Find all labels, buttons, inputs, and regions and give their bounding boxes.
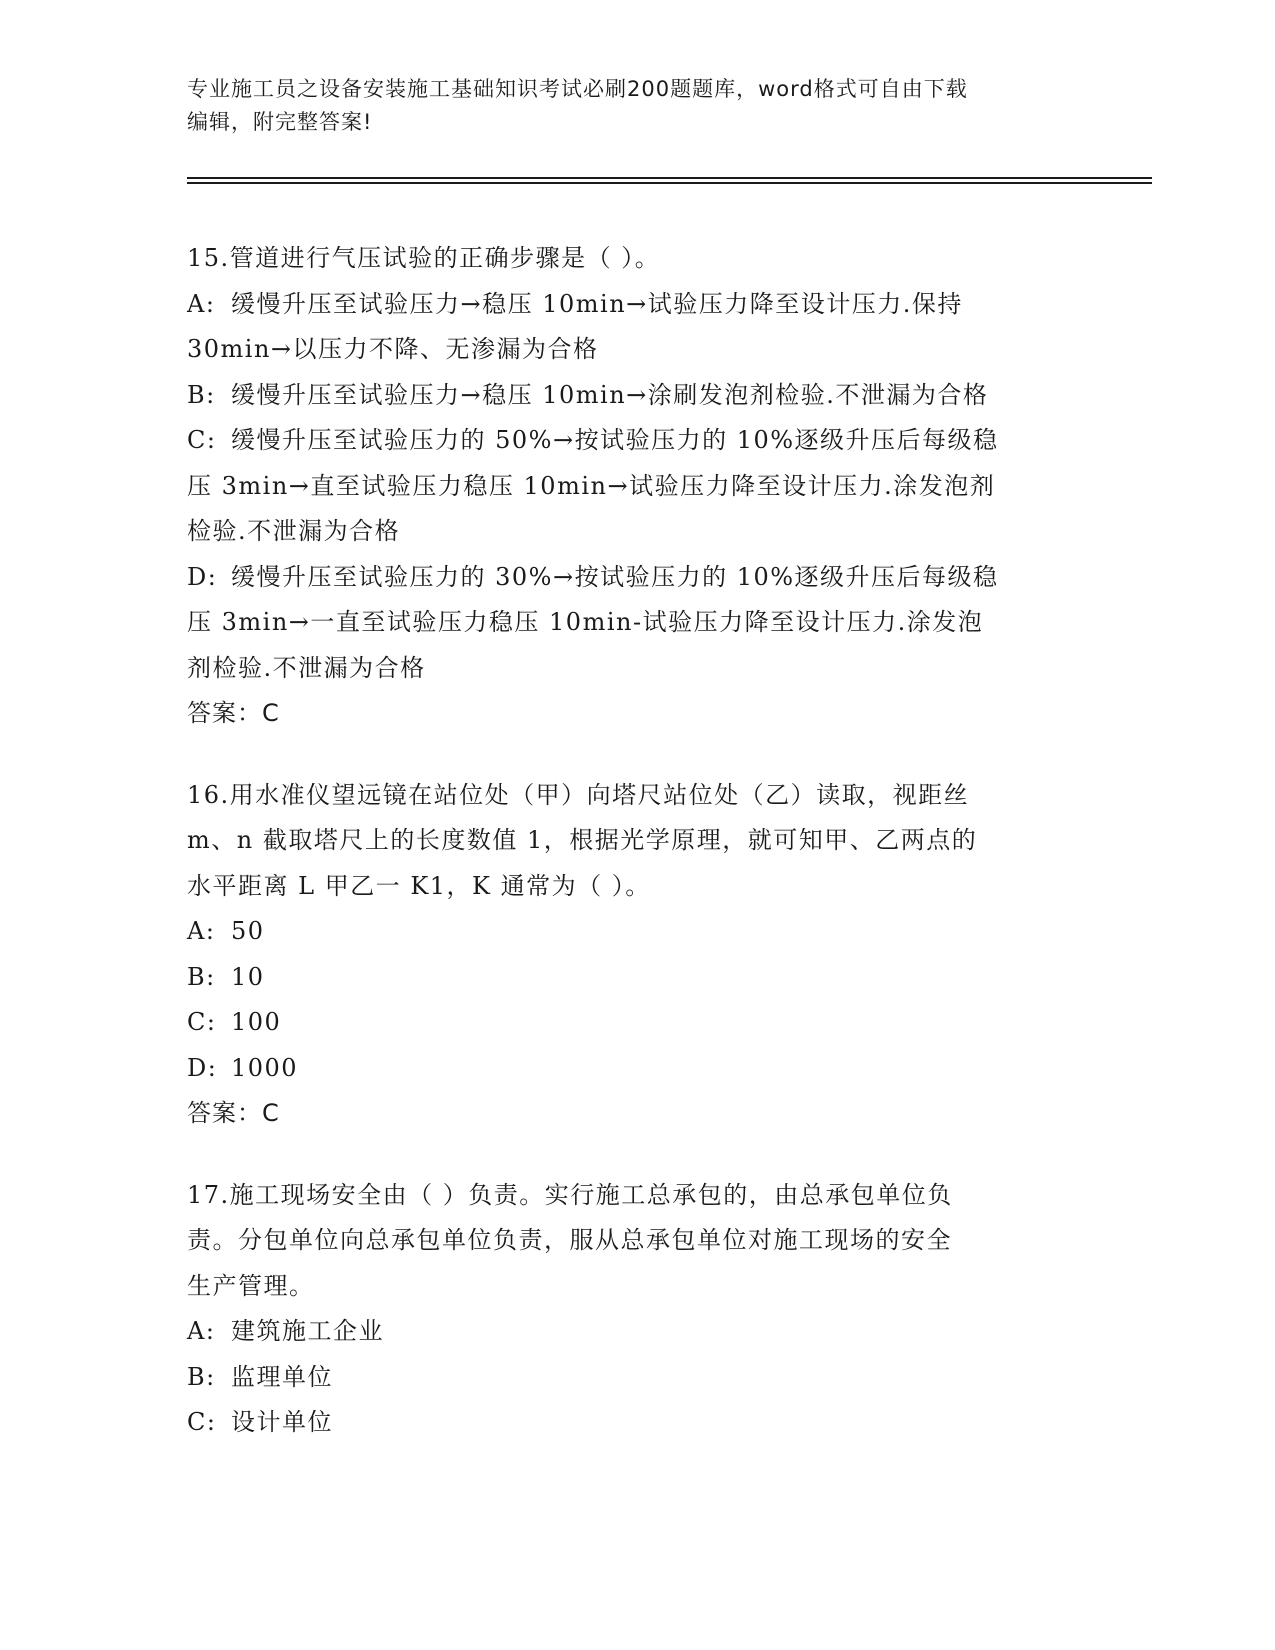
option-text: 1000 — [231, 1053, 299, 1082]
option-line — [187, 955, 1087, 1001]
option-line — [187, 1355, 1087, 1401]
question-block — [187, 236, 1087, 737]
option-line — [187, 1000, 1087, 1046]
question-stem-line: m、n 截取塔尺上的长度数值 1，根据光学原理，就可知甲、乙两点的 — [187, 826, 978, 854]
option-label: A: — [187, 1317, 216, 1345]
question-stem-line: 15.管道进行气压试验的正确步骤是（ ）。 — [187, 244, 661, 272]
option-label: D: — [187, 1053, 218, 1082]
option-line — [187, 464, 1087, 510]
document-header — [187, 73, 1067, 139]
question-block — [187, 773, 1087, 1137]
option-text: 检验.不泄漏为合格 — [187, 517, 401, 545]
option-text: 压 3min→直至试验压力稳压 10min→试验压力降至设计压力.涂发泡剂 — [187, 471, 996, 500]
option-text: 50 — [231, 917, 265, 945]
option-label: C: — [187, 1408, 217, 1436]
option-line — [187, 1046, 1087, 1092]
option-text: 10 — [231, 962, 265, 991]
option-line — [187, 600, 1087, 646]
question-stem-line: 16.用水准仪望远镜在站位处（甲）向塔尺站位处（乙）读取，视距丝 — [187, 780, 970, 809]
option-text: 缓慢升压至试验压力的 30%→按试验压力的 10%逐级升压后每级稳 — [231, 562, 999, 591]
option-text: 设计单位 — [231, 1408, 333, 1436]
question-block — [187, 1173, 1087, 1446]
option-text: 缓慢升压至试验压力的 50%→按试验压力的 10%逐级升压后每级稳 — [231, 426, 999, 454]
option-text: 建筑施工企业 — [231, 1317, 384, 1345]
header-divider-top — [187, 177, 1152, 179]
option-label: B: — [187, 380, 216, 409]
option-line — [187, 1400, 1087, 1446]
answer-line: 答案：C — [187, 699, 280, 727]
answer-line: 答案：C — [187, 1099, 280, 1127]
option-text: 剂检验.不泄漏为合格 — [187, 653, 426, 682]
option-text: 缓慢升压至试验压力→稳压 10min→涂刷发泡剂检验.不泄漏为合格 — [231, 380, 989, 409]
question-list — [187, 236, 1087, 1482]
option-label: C: — [187, 426, 217, 454]
question-stem-line: 水平距离 L 甲乙一 K1，K 通常为（ ）。 — [187, 871, 651, 900]
header-title-line-1: 专业施工员之设备安装施工基础知识考试必刷200题题库，word格式可自由下载 — [187, 77, 968, 101]
option-line — [187, 646, 1087, 692]
option-line — [187, 909, 1087, 955]
option-line — [187, 1309, 1087, 1355]
option-text: 监理单位 — [231, 1362, 333, 1391]
question-stem-line: 17.施工现场安全由（ ）负责。实行施工总承包的，由总承包单位负 — [187, 1180, 953, 1209]
header-divider-bottom — [187, 182, 1152, 184]
option-line — [187, 282, 1087, 328]
option-label: A: — [187, 917, 216, 945]
option-text: 30min→以压力不降、无渗漏为合格 — [187, 335, 599, 363]
question-stem-line: 责。分包单位向总承包单位负责，服从总承包单位对施工现场的安全 — [187, 1226, 952, 1254]
option-text: 压 3min→一直至试验压力稳压 10min-试验压力降至设计压力.涂发泡 — [187, 608, 984, 636]
option-text: 100 — [231, 1008, 282, 1036]
option-line — [187, 555, 1087, 601]
option-line — [187, 373, 1087, 419]
option-label: D: — [187, 562, 218, 591]
header-title-line-2: 编辑，附完整答案! — [187, 110, 373, 134]
option-text: 缓慢升压至试验压力→稳压 10min→试验压力降至设计压力.保持 — [231, 289, 963, 318]
option-label: A: — [187, 289, 216, 318]
option-line — [187, 327, 1087, 373]
option-label: B: — [187, 1362, 216, 1391]
option-label: B: — [187, 962, 216, 991]
question-stem-line: 生产管理。 — [187, 1271, 315, 1300]
option-label: C: — [187, 1008, 217, 1036]
option-line — [187, 509, 1087, 555]
option-line — [187, 418, 1087, 464]
